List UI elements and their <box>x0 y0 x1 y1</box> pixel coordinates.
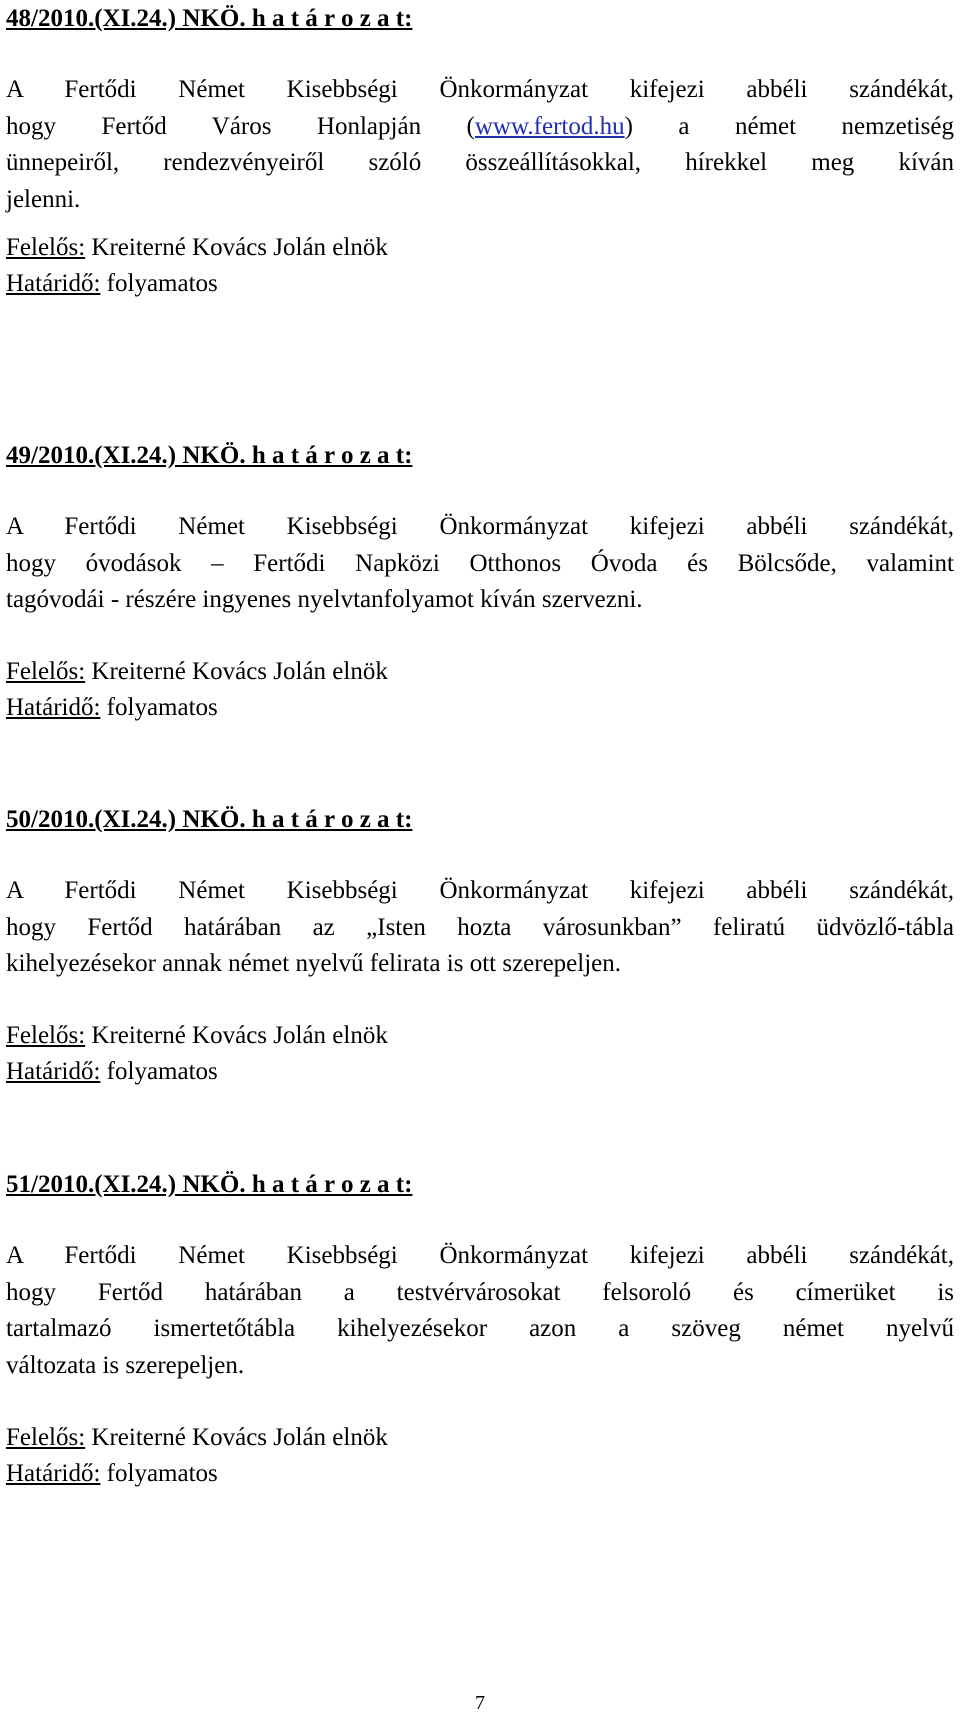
deadline-label: Határidő: <box>6 694 101 721</box>
resolution-text <box>6 72 954 218</box>
text-line: tagóvodái - részére ingyenes nyelvtanfolyamot kíván szervezni. <box>6 586 643 613</box>
responsible-value: Kreiterné Kovács Jolán elnök <box>85 1424 388 1451</box>
page-number: 7 <box>475 1692 485 1714</box>
deadline-label: Határidő: <box>6 1058 101 1085</box>
text-line: hogy óvodások – Fertődi Napközi Otthonos Óvoda és Bölcsőde, valamint <box>6 549 954 577</box>
responsible-value: Kreiterné Kovács Jolán elnök <box>85 234 388 261</box>
deadline-value: folyamatos <box>100 1460 218 1487</box>
deadline-line <box>6 690 218 727</box>
text-line <box>6 109 954 146</box>
decision-word: h a t á r o z a t: <box>251 1171 413 1198</box>
responsible-line <box>6 654 388 691</box>
deadline-value: folyamatos <box>100 270 218 297</box>
responsible-line <box>6 230 388 267</box>
deadline-label: Határidő: <box>6 270 101 297</box>
deadline-line <box>6 266 218 303</box>
text-line: A Fertődi Német Kisebbségi Önkormányzat kifejezi abbéli szándékát, <box>6 76 954 103</box>
website-link[interactable]: www.fertod.hu <box>474 112 625 140</box>
deadline-value: folyamatos <box>100 1058 218 1085</box>
resolution-number: 51/2010.(XI.24.) NKÖ. <box>6 1171 246 1198</box>
deadline-value: folyamatos <box>100 694 218 721</box>
text-line: hogy Fertőd határában a testvérvárosokat felsoroló és címerüket is <box>6 1278 954 1306</box>
text-line: A Fertődi Német Kisebbségi Önkormányzat kifejezi abbéli szándékát, <box>6 877 954 904</box>
resolution-heading <box>6 805 412 835</box>
responsible-label: Felelős: <box>6 1022 86 1049</box>
text-line: hogy Fertőd határában az „Isten hozta városunkban” feliratú üdvözlő-tábla <box>6 913 954 941</box>
resolution-number: 50/2010.(XI.24.) NKÖ. <box>6 806 246 833</box>
responsible-line <box>6 1018 388 1055</box>
text-line: A Fertődi Német Kisebbségi Önkormányzat kifejezi abbéli szándékát, <box>6 1242 954 1269</box>
responsible-label: Felelős: <box>6 234 86 261</box>
text-fragment: ) a német nemzetiség <box>624 112 954 140</box>
text-line: változata is szerepeljen. <box>6 1351 245 1379</box>
text-line: A Fertődi Német Kisebbségi Önkormányzat kifejezi abbéli szándékát, <box>6 513 954 540</box>
text-line: tartalmazó ismertetőtábla kihelyezésekor azon a szöveg német nyelvű <box>6 1315 954 1342</box>
resolution-heading <box>6 1170 412 1200</box>
responsible-label: Felelős: <box>6 658 86 685</box>
responsible-value: Kreiterné Kovács Jolán elnök <box>85 658 388 685</box>
deadline-label: Határidő: <box>6 1460 101 1487</box>
decision-word: h a t á r o z a t: <box>251 5 413 32</box>
decision-word: h a t á r o z a t: <box>251 442 413 469</box>
responsible-line <box>6 1420 388 1457</box>
resolution-heading <box>6 441 412 471</box>
text-line: kihelyezésekor annak német nyelvű felirata is ott szerepeljen. <box>6 950 622 977</box>
deadline-line <box>6 1054 218 1091</box>
responsible-value: Kreiterné Kovács Jolán elnök <box>85 1022 388 1049</box>
text-fragment: hogy Fertőd Város Honlapján ( <box>6 112 475 140</box>
decision-word: h a t á r o z a t: <box>251 806 413 833</box>
resolution-text <box>6 873 954 983</box>
deadline-line <box>6 1456 218 1493</box>
resolution-number: 49/2010.(XI.24.) NKÖ. <box>6 442 246 469</box>
resolution-number: 48/2010.(XI.24.) NKÖ. <box>6 5 246 32</box>
responsible-label: Felelős: <box>6 1424 86 1451</box>
text-line: jelenni. <box>6 185 81 213</box>
resolution-text <box>6 1238 954 1384</box>
resolution-text <box>6 509 954 619</box>
text-line: ünnepeiről, rendezvényeiről szóló összeállításokkal, hírekkel meg kíván <box>6 149 954 176</box>
resolution-heading <box>6 4 412 34</box>
